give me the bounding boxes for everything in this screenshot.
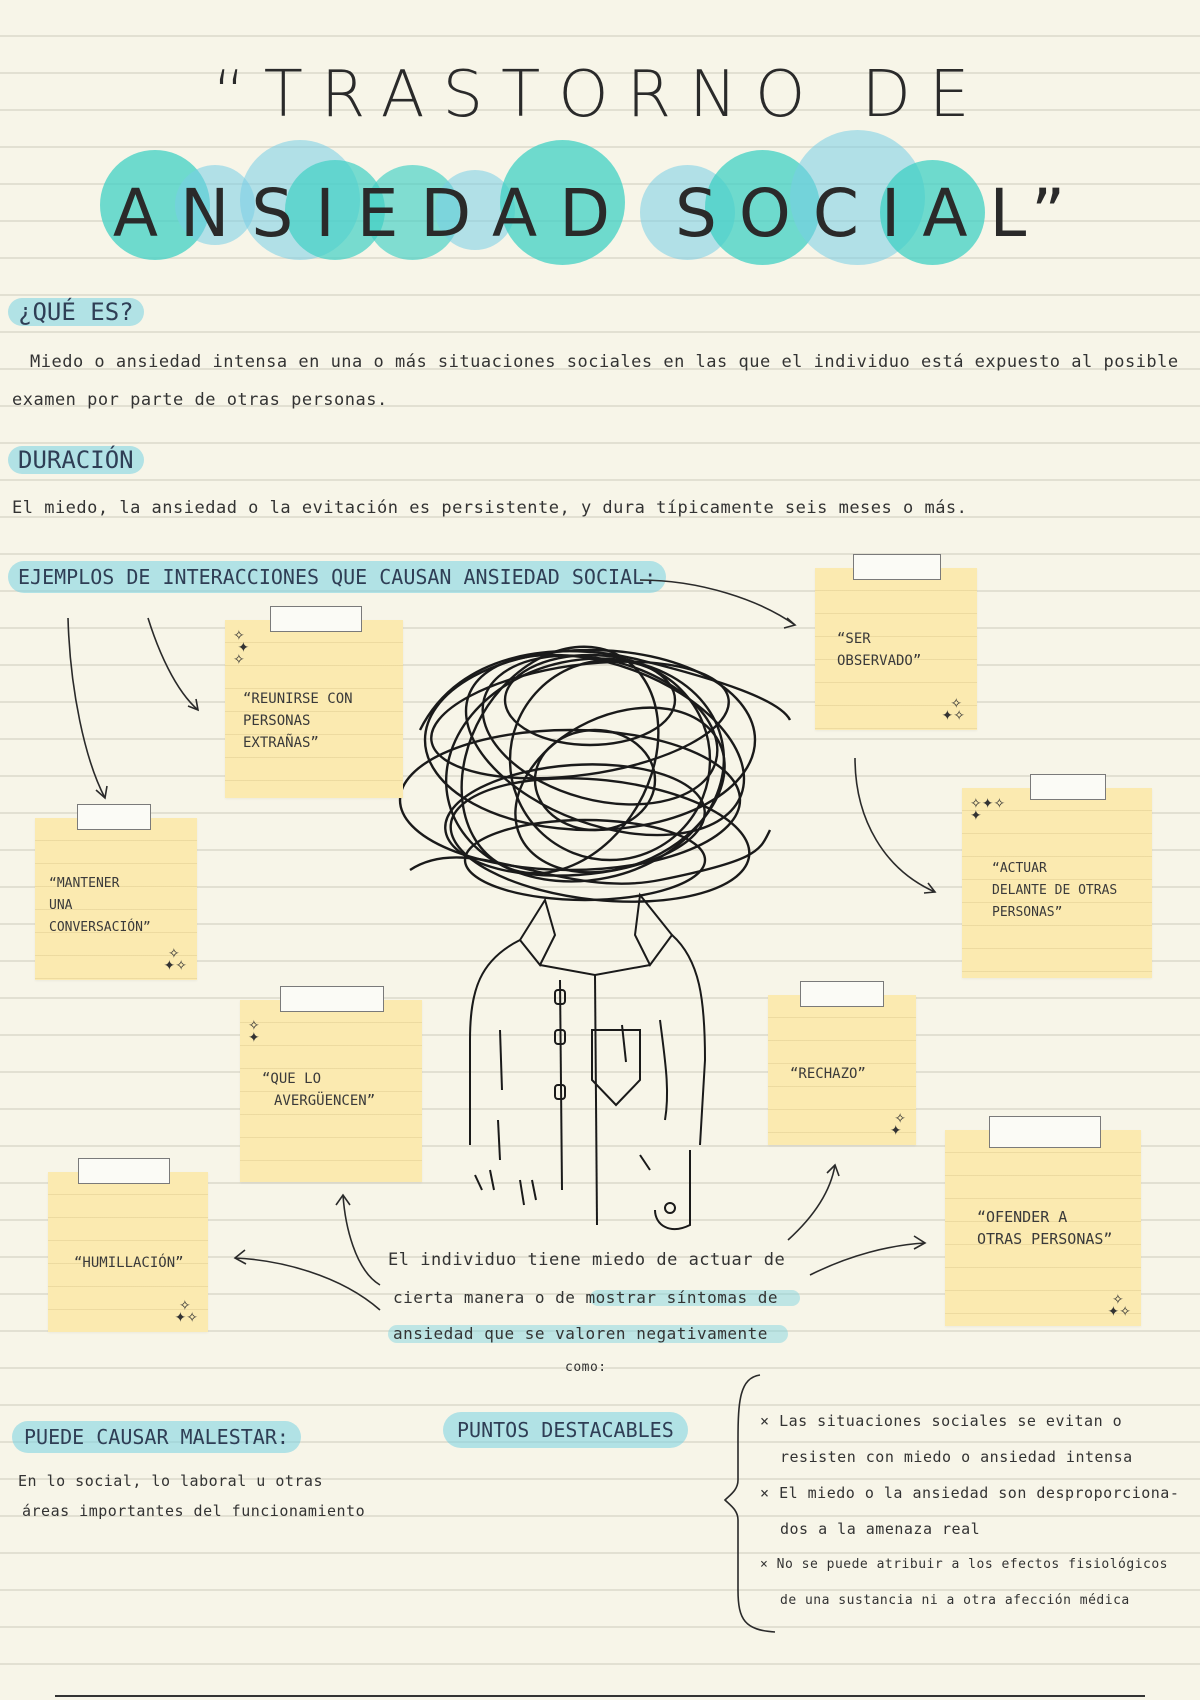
tape [77, 804, 151, 830]
note-conversacion-text: “MANTENER UNA CONVERSACIÓN” [49, 876, 151, 935]
person-body [470, 895, 705, 1229]
note-reunirse-text: “REUNIRSE CON PERSONAS EXTRAÑAS” [243, 691, 353, 751]
center-text-line3: ansiedad que se valoren negativamente [393, 1324, 768, 1343]
note-actuar-text: “ACTUAR DELANTE DE OTRAS PERSONAS” [992, 861, 1118, 920]
duracion-heading: DURACIÓN [8, 446, 144, 474]
malestar-line2: áreas importantes del funcionamiento [22, 1502, 366, 1520]
note-ofender-text: “OFENDER A OTRAS PERSONAS” [977, 1208, 1113, 1248]
center-text-line2: cierta manera o de mostrar síntomas de [393, 1288, 779, 1307]
note-observado: “SER OBSERVADO” ✧ ✦✧ [815, 568, 977, 730]
tape [853, 554, 941, 580]
title-line1: “TRASTORNO DE [212, 58, 988, 132]
note-rechazo-text: “RECHAZO” [790, 1066, 866, 1082]
bottom-divider [55, 1695, 1145, 1697]
destacables-item-3: × No se puede atribuir a los efectos fisiológicos de una sustancia ni a otra afección médica [760, 1557, 1169, 1608]
tape [78, 1158, 170, 1184]
note-reunirse: ✧ ✦ ✧ “REUNIRSE CON PERSONAS EXTRAÑAS” [225, 620, 403, 798]
title-line2: ANSIEDAD SOCIAL” [112, 175, 1088, 252]
note-humillacion: “HUMILLACIÓN” ✧ ✦✧ [48, 1172, 208, 1332]
tape [280, 986, 384, 1012]
malestar-line1: En lo social, lo laboral u otras [18, 1472, 323, 1490]
destacables-heading: PUNTOS DESTACABLES [443, 1418, 688, 1442]
note-humillacion-text: “HUMILLACIÓN” [74, 1255, 184, 1271]
note-averguencen-text: “QUE LO AVERGÜENCEN” [262, 1071, 376, 1109]
center-text-line1: El individuo tiene miedo de actuar de [388, 1250, 786, 1270]
note-ofender: “OFENDER A OTRAS PERSONAS” ✧ ✦✧ [945, 1130, 1141, 1326]
note-averguencen: ✧ ✦ “QUE LO AVERGÜENCEN” [240, 1000, 422, 1182]
destacables-list [760, 1403, 1179, 1619]
note-observado-text: “SER OBSERVADO” [837, 631, 922, 669]
que-es-text-2: examen por parte de otras personas. [12, 390, 388, 410]
tape [1030, 774, 1106, 800]
note-conversacion: “MANTENER UNA CONVERSACIÓN” ✧ ✦✧ [35, 818, 197, 980]
tape [270, 606, 362, 632]
que-es-heading: ¿QUÉ ES? [8, 298, 144, 326]
note-rechazo: “RECHAZO” ✧ ✦ [768, 995, 916, 1145]
note-actuar: ✧✦✧ ✦ “ACTUAR DELANTE DE OTRAS PERSONAS” [962, 788, 1152, 978]
destacables-item-2: × El miedo o la ansiedad son desproporciona- dos a la amenaza real [760, 1484, 1180, 1538]
ejemplos-heading: EJEMPLOS DE INTERACCIONES QUE CAUSAN ANSIEDAD SOCIAL: [8, 565, 666, 589]
destacables-item-1: × Las situaciones sociales se evitan o resisten con miedo o ansiedad intensa [760, 1412, 1133, 1466]
duracion-text: El miedo, la ansiedad o la evitación es persistente, y dura típicamente seis meses o más. [12, 498, 968, 518]
tape [800, 981, 884, 1007]
tape [989, 1116, 1101, 1148]
malestar-heading: PUEDE CAUSAR MALESTAR: [12, 1425, 301, 1449]
scribble-head-icon [400, 611, 790, 915]
que-es-text-1: Miedo o ansiedad intensa en una o más situaciones sociales en las que el individuo está expuesto al posible [30, 352, 1179, 372]
center-text-line4: como: [565, 1360, 607, 1375]
